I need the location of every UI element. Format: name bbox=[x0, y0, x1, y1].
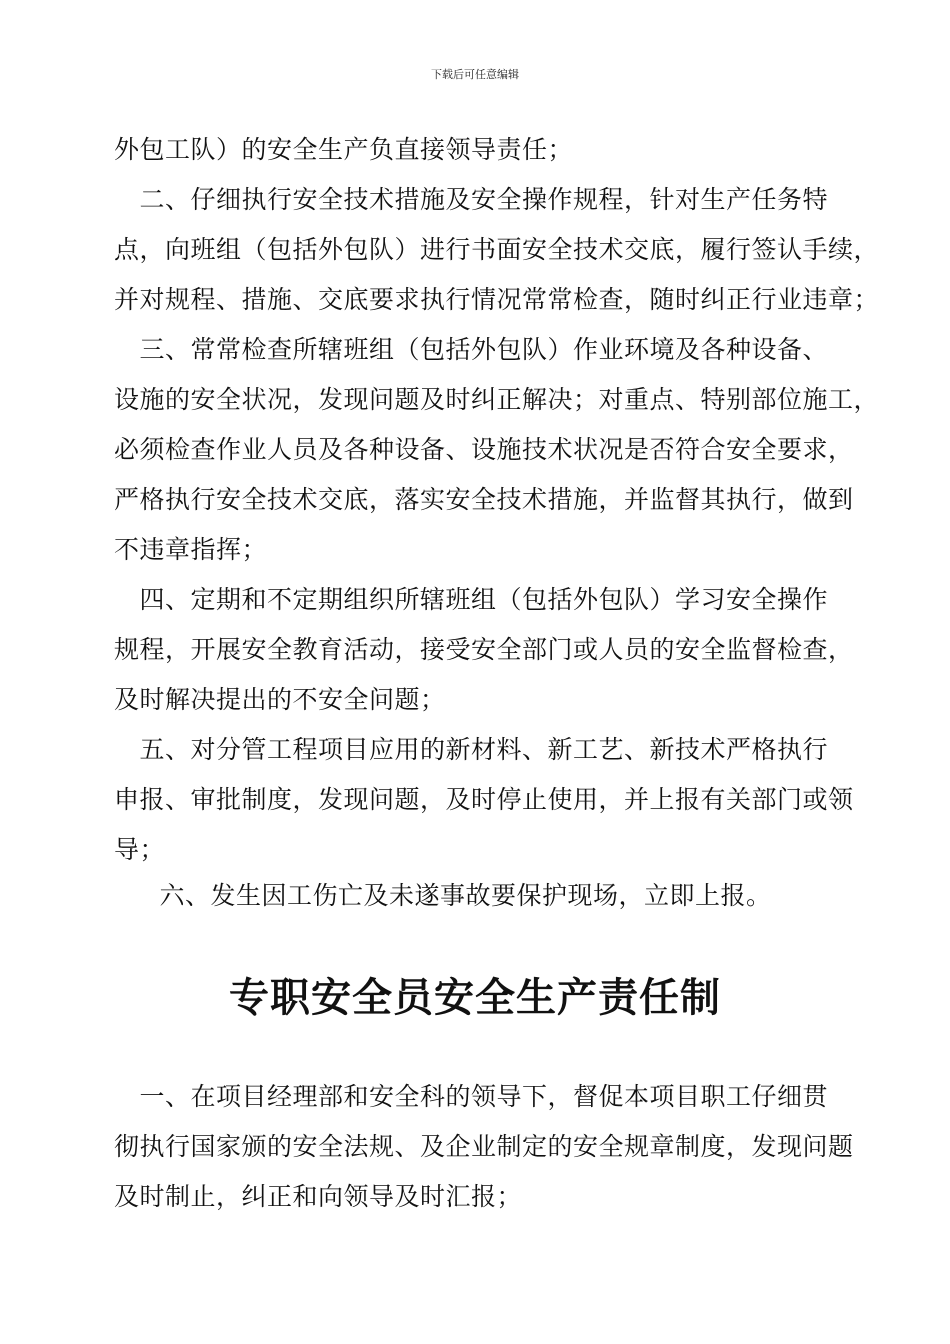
paragraph-line: 及时制止，纠正和向领导及时汇报； bbox=[114, 1182, 523, 1211]
paragraph-line: 必须检查作业人员及各种设备、设施技术状况是否符合安全要求， bbox=[114, 435, 854, 464]
paragraph-line: 并对规程、措施、交底要求执行情况常常检查，随时纠正行业违章； bbox=[114, 285, 880, 314]
paragraph-line: 导； bbox=[114, 835, 166, 864]
paragraph-line: 五、对分管工程项目应用的新材料、新工艺、新技术严格执行 bbox=[114, 735, 829, 764]
page-header: 下载后可任意编辑 bbox=[431, 68, 519, 81]
paragraph-line: 三、常常检查所辖班组（包括外包队）作业环境及各种设备、 bbox=[114, 335, 829, 364]
paragraph-line: 及时解决提出的不安全问题； bbox=[114, 685, 446, 714]
paragraph-line: 严格执行安全技术交底，落实安全技术措施，并监督其执行，做到 bbox=[114, 485, 854, 514]
paragraph-line: 设施的安全状况，发现问题及时纠正解决；对重点、特别部位施工， bbox=[114, 385, 880, 414]
paragraph-line: 六、发生因工伤亡及未遂事故要保护现场，立即上报。 bbox=[134, 881, 772, 910]
paragraph-line: 点，向班组（包括外包队）进行书面安全技术交底，履行签认手续， bbox=[114, 235, 880, 264]
paragraph-line: 申报、审批制度，发现问题，及时停止使用，并上报有关部门或领 bbox=[114, 785, 854, 814]
paragraph-line: 四、定期和不定期组织所辖班组（包括外包队）学习安全操作 bbox=[114, 585, 829, 614]
paragraph-line: 规程，开展安全教育活动，接受安全部门或人员的安全监督检查， bbox=[114, 635, 854, 664]
paragraph-line: 彻执行国家颁的安全法规、及企业制定的安全规章制度，发现问题 bbox=[114, 1132, 854, 1161]
section-title: 专职安全员安全生产责任制 bbox=[229, 974, 721, 1021]
paragraph-line: 二、仔细执行安全技术措施及安全操作规程，针对生产任务特 bbox=[114, 185, 829, 214]
paragraph-line: 外包工队）的安全生产负直接领导责任； bbox=[114, 135, 574, 164]
paragraph-line: 不违章指挥； bbox=[114, 535, 268, 564]
paragraph-line: 一、在项目经理部和安全科的领导下，督促本项目职工仔细贯 bbox=[114, 1082, 829, 1111]
